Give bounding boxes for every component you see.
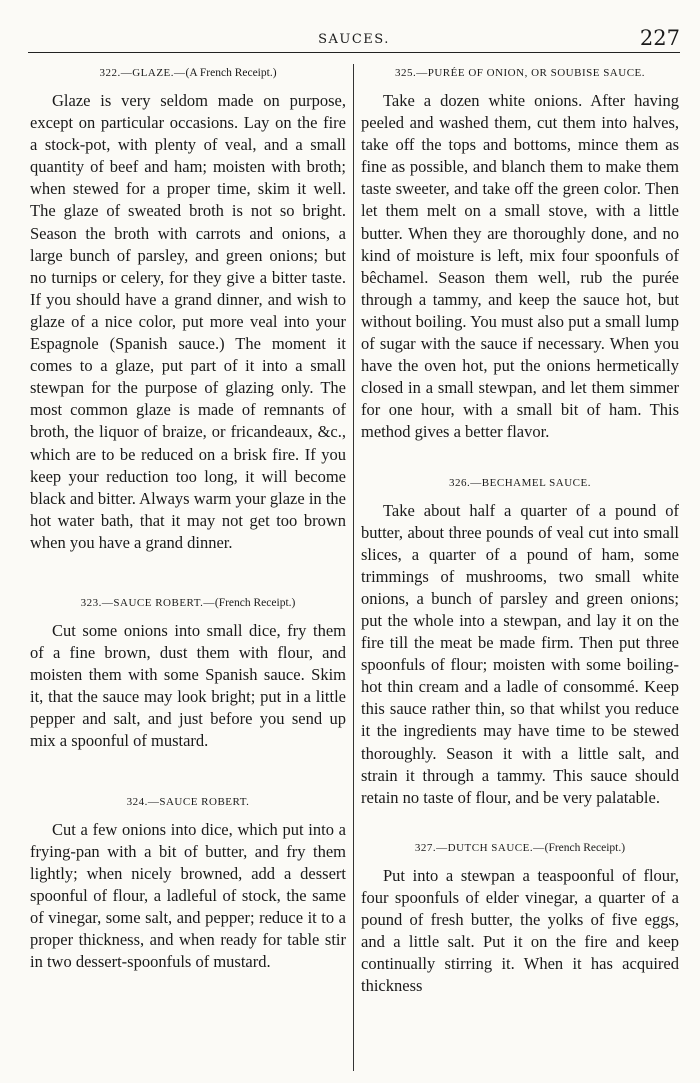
recipe-body-324: Cut a few onions into dice, which put into a frying-pan with a bit of butter, and fry them lightly; when nicely browned, add a dessert spoonful of flour, a ladleful of stock, the same of vinegar, some salt, and pepper; reduce it to a proper thickness, and when ready for table stir in two dessert-spoonfuls of mustard.: [30, 819, 346, 972]
column-divider: [353, 64, 354, 1071]
recipe-title: 323.—SAUCE ROBERT.—: [80, 596, 215, 609]
recipe-body-325: Take a dozen white onions. After having peeled and washed them, cut them into halves, take off the tops and bottoms, mince them as fine as possible, and blanch them to make them taste sweeter, and take off the green color. Then let them melt on a small stove, with a little butter. When they are thoroughly done, and no kind of moisture is left, mix four spoonfuls of bêchamel. Season them well, rub the purée through a tammy, and keep the sauce hot, but without boiling. You must also put a small lump of sugar with the sauce if necessary. When you have the oven hot, put the onions hermetically closed in a small stewpan, and let them simmer for one hour, with a small bit of ham. This method gives a better flavor.: [361, 91, 679, 442]
recipe-heading-322: [30, 66, 346, 80]
header-rule: [28, 52, 680, 53]
recipe-body-322: Glaze is very seldom made on purpose, except on particular occasions. Lay on the fire a stock-pot, with plenty of veal, and a small quantity of beef and ham; moisten with broth; when stewed for a proper time, skim it well. The glaze of sweated broth is not so bright. Season the broth with carrots and onions, a large bunch of parsley, and green onions; but no turnips or celery, for they give a bitter taste. If you should have a grand dinner, and wish to glaze of a nice color, put more veal into your Espagnole (Spanish sauce.) The moment it comes to a glaze, put part of it into a small stewpan for the purpose of glazing only. The most common glaze is made of remnants of broth, the liquor of braize, or fricandeaux, &c., which are to be reduced on a brisk fire. If you keep your reduction too long, it will become black and bitter. Always warm your glaze in the hot water bath, that it may not get too brown when you have a grand dinner.: [30, 91, 346, 552]
recipe-subtitle: (French Receipt.): [544, 841, 626, 854]
recipe-heading-325: [361, 66, 679, 80]
recipe-body-326: Take about half a quarter of a pound of butter, about three pounds of veal cut into small slices, a quarter of a pound of ham, some trimmings of mushrooms, two small white onions, a bunch of parsley and green onions; put the whole into a stewpan, and lay it on the fire till the meat be made firm. Then put three spoonfuls of flour; moisten with some boiling-hot thin cream and a ladle of consommé. Keep this sauce rather thin, so that whilst you reduce it the ingredients may have time to be stewed thoroughly. Season it with a little salt, and strain it through a tammy. This sauce should retain no taste of flour, and be very palatable.: [361, 500, 679, 807]
recipe-body-327: Put into a stewpan a teaspoonful of flour, four spoonfuls of elder vinegar, a quarter of a pound of fresh butter, the yolks of five eggs, and a little salt. Put it on the fire and keep continually stirring it. When it has acquired thickness: [361, 865, 679, 996]
page-number: 227: [639, 26, 680, 50]
recipe-subtitle: (A French Receipt.): [185, 67, 277, 79]
recipe-body-323: Cut some onions into small dice, fry them of a fine brown, dust them with flour, and moisten them with some Spanish sauce. Skim it, that the sauce may look bright; put in a little pepper and salt, and just before you send up mix a spoonful of mustard.: [30, 620, 346, 751]
recipe-title: 322.—GLAZE.—: [99, 67, 186, 79]
left-column: [30, 66, 346, 973]
recipe-title: 325.—PURÉE OF ONION, OR SOUBISE SAUCE.: [394, 67, 646, 79]
recipe-heading-324: [30, 795, 346, 809]
recipe-heading-326: [361, 476, 679, 490]
recipe-title: 327.—DUTCH SAUCE.—: [414, 841, 545, 854]
right-column: [361, 66, 679, 997]
recipe-heading-323: [30, 596, 346, 610]
recipe-title: 326.—BECHAMEL SAUCE.: [449, 476, 591, 489]
recipe-heading-327: [361, 841, 679, 855]
recipe-title: 324.—SAUCE ROBERT.: [126, 795, 250, 808]
recipe-subtitle: (French Receipt.): [214, 596, 296, 609]
running-title: SAUCES.: [318, 32, 390, 47]
